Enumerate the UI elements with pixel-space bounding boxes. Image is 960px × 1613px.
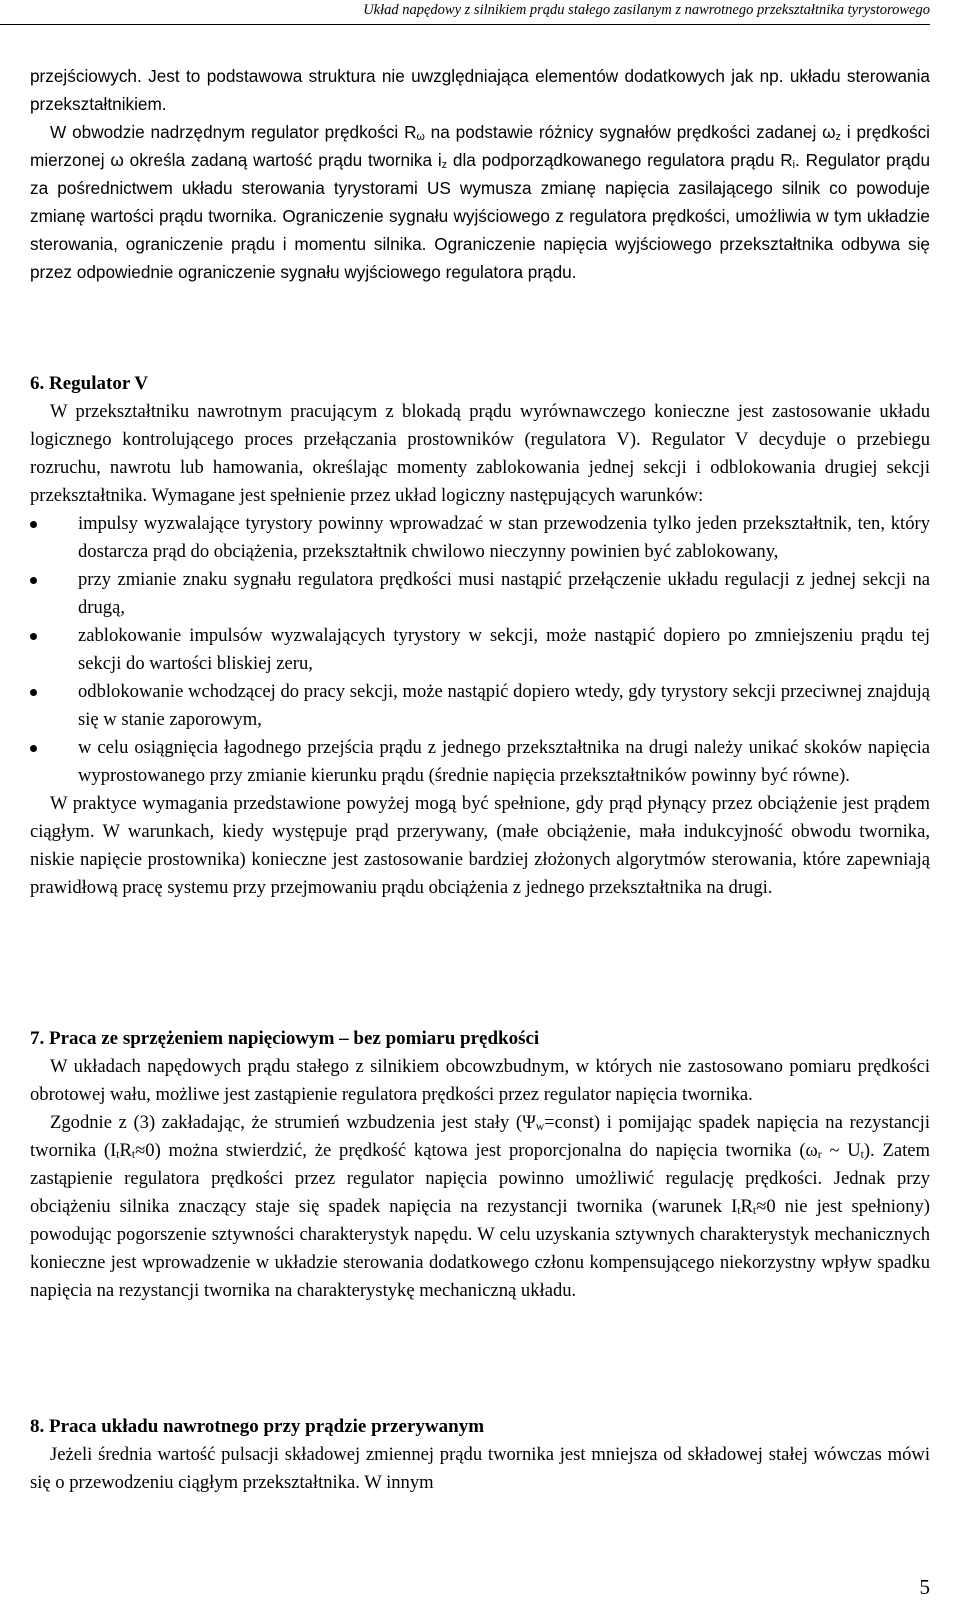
intro-paragraph-2: W obwodzie nadrzędnym regulator prędkości $R_\omega$ na podstawie różnicy sygnałów prędkości zadanej $\omega_z$ i prędkości mierzonej ω określa zadaną wartość prądu twornika $i_z$ dla podporządkowanego regulatora prądu $R_i$. Regulator prądu za pośrednictwem układu sterowania tyrystorami US wymusza zmianę napięcia zasilającego silnik co powoduje zmianę wartości prądu twornika. Ograniczenie sygnału wyjściowego z regulatora prędkości, umożliwia w tym układzie sterowania, ograniczenie prądu i momentu silnika. Ograniczenie napięcia wyjściowego przekształtnika odbywa się przez odpowiednie ograniczenie sygnału wyjściowego regulatora prądu. [30,122,931,282]
intro-paragraph-1: przejściowych. Jest to podstawowa struktura nie uwzględniająca elementów dodatkowych jak np. układu sterowania przekształtnikiem. [30,66,930,114]
bullet-icon [30,689,37,696]
section-7-heading: 7. Praca ze sprzężeniem napięciowym – bez pomiaru prędkości [30,1028,540,1049]
list-item: zablokowanie impulsów wyzwalających tyrystory w sekcji, może nastąpić dopiero po zmniejszeniu prądu tej sekcji do wartości bliskiej zeru, [30,622,930,678]
section-8 [30,1413,930,1497]
section-7 [30,1025,930,1305]
page-number: 5 [919,1575,930,1599]
header-title: Układ napędowy z silnikiem prądu stałego zasilanym z nawrotnego przekształtnika tyrystorowego [363,2,930,18]
section-7-paragraph-1: W układach napędowych prądu stałego z silnikiem obcowzbudnym, w których nie zastosowano pomiaru prędkości obrotowej wału, możliwe jest zastąpienie regulatora prędkości przez regulator napięcia twornika. [30,1056,930,1105]
section-6-heading: 6. Regulator V [30,373,149,394]
list-item: impulsy wyzwalające tyrystory powinny wprowadzać w stan przewodzenia tylko jeden przekształtnik, ten, który dostarcza prąd do obciążenia, przekształtnik chwilowo nieczynny powinien być zablokowany, [30,510,930,566]
running-header [0,0,930,25]
bullet-icon [30,577,37,584]
section-6 [30,370,930,902]
bullet-icon [30,633,37,640]
requirements-list [30,510,930,790]
list-item: przy zmianie znaku sygnału regulatora prędkości musi nastąpić przełączenie układu regulacji z jednej sekcji na drugą, [30,566,930,622]
section-6-paragraph-2: W praktyce wymagania przedstawione powyżej mogą być spełnione, gdy prąd płynący przez obciążenie jest prądem ciągłym. W warunkach, kiedy występuje prąd przerywany, (małe obciążenie, mała indukcyjność obwodu twornika, niskie napięcie prostownika) konieczne jest zastosowanie bardziej złożonych algorytmów sterowania, które zapewniają prawidłową pracę systemu przy przejmowaniu prądu obciążenia z jednego przekształtnika na drugi. [30,793,930,898]
bullet-icon [30,521,37,528]
bullet-icon [30,745,37,752]
list-item: w celu osiągnięcia łagodnego przejścia prądu z jednego przekształtnika na drugi należy unikać skoków napięcia wyprostowanego przy zmianie kierunku prądu (średnie napięcia przekształtników powinny być równe). [30,734,930,790]
intro-block [30,62,930,286]
section-8-heading: 8. Praca układu nawrotnego przy prądzie przerywanym [30,1416,485,1437]
list-item: odblokowanie wchodzącej do pracy sekcji, może nastąpić dopiero wtedy, gdy tyrystory sekcji przeciwnej znajdują się w stanie zaporowym, [30,678,930,734]
section-6-paragraph-1: W przekształtniku nawrotnym pracującym z blokadą prądu wyrównawczego konieczne jest zastosowanie układu logicznego kontrolującego proces przełączania prostowników (regulatora V). Regulator V decyduje o przebiegu rozruchu, nawrotu lub hamowania, określając momenty zablokowania jednej sekcji i odblokowania drugiej sekcji przekształtnika. Wymagane jest spełnienie przez układ logiczny następujących warunków: [30,401,930,506]
section-7-paragraph-2: Zgodnie z (3) zakładając, że strumień wzbudzenia jest stały $(\Psi_w=const)$ i pomijając spadek napięcia na rezystancji twornika $(I_tR_t\approx 0)$ można stwierdzić, że prędkość kątowa jest proporcjonalna do napięcia twornika ($\omega_r$ ~ $U_t$). Zatem zastąpienie regulatora prędkości przez regulator napięcia powinno umożliwić regulację prędkości. Jednak przy obciążeniu silnika znaczący staje się spadek napięcia na rezystancji twornika (warunek $I_tR_t\approx 0$ nie jest spełniony) powodując pogorszenie sztywności charakterystyk napędu. W celu uzyskania sztywnych charakterystyk mechanicznych konieczne jest wprowadzenie w układzie sterowania dodatkowego członu kompensującego niekorzystny wpływ spadku napięcia na rezystancji twornika na charakterystykę mechaniczną układu. [30,1112,930,1301]
section-8-paragraph-1: Jeżeli średnia wartość pulsacji składowej zmiennej prądu twornika jest mniejsza od składowej stałej wówczas mówi się o przewodzeniu ciągłym przekształtnika. W innym [30,1444,930,1493]
